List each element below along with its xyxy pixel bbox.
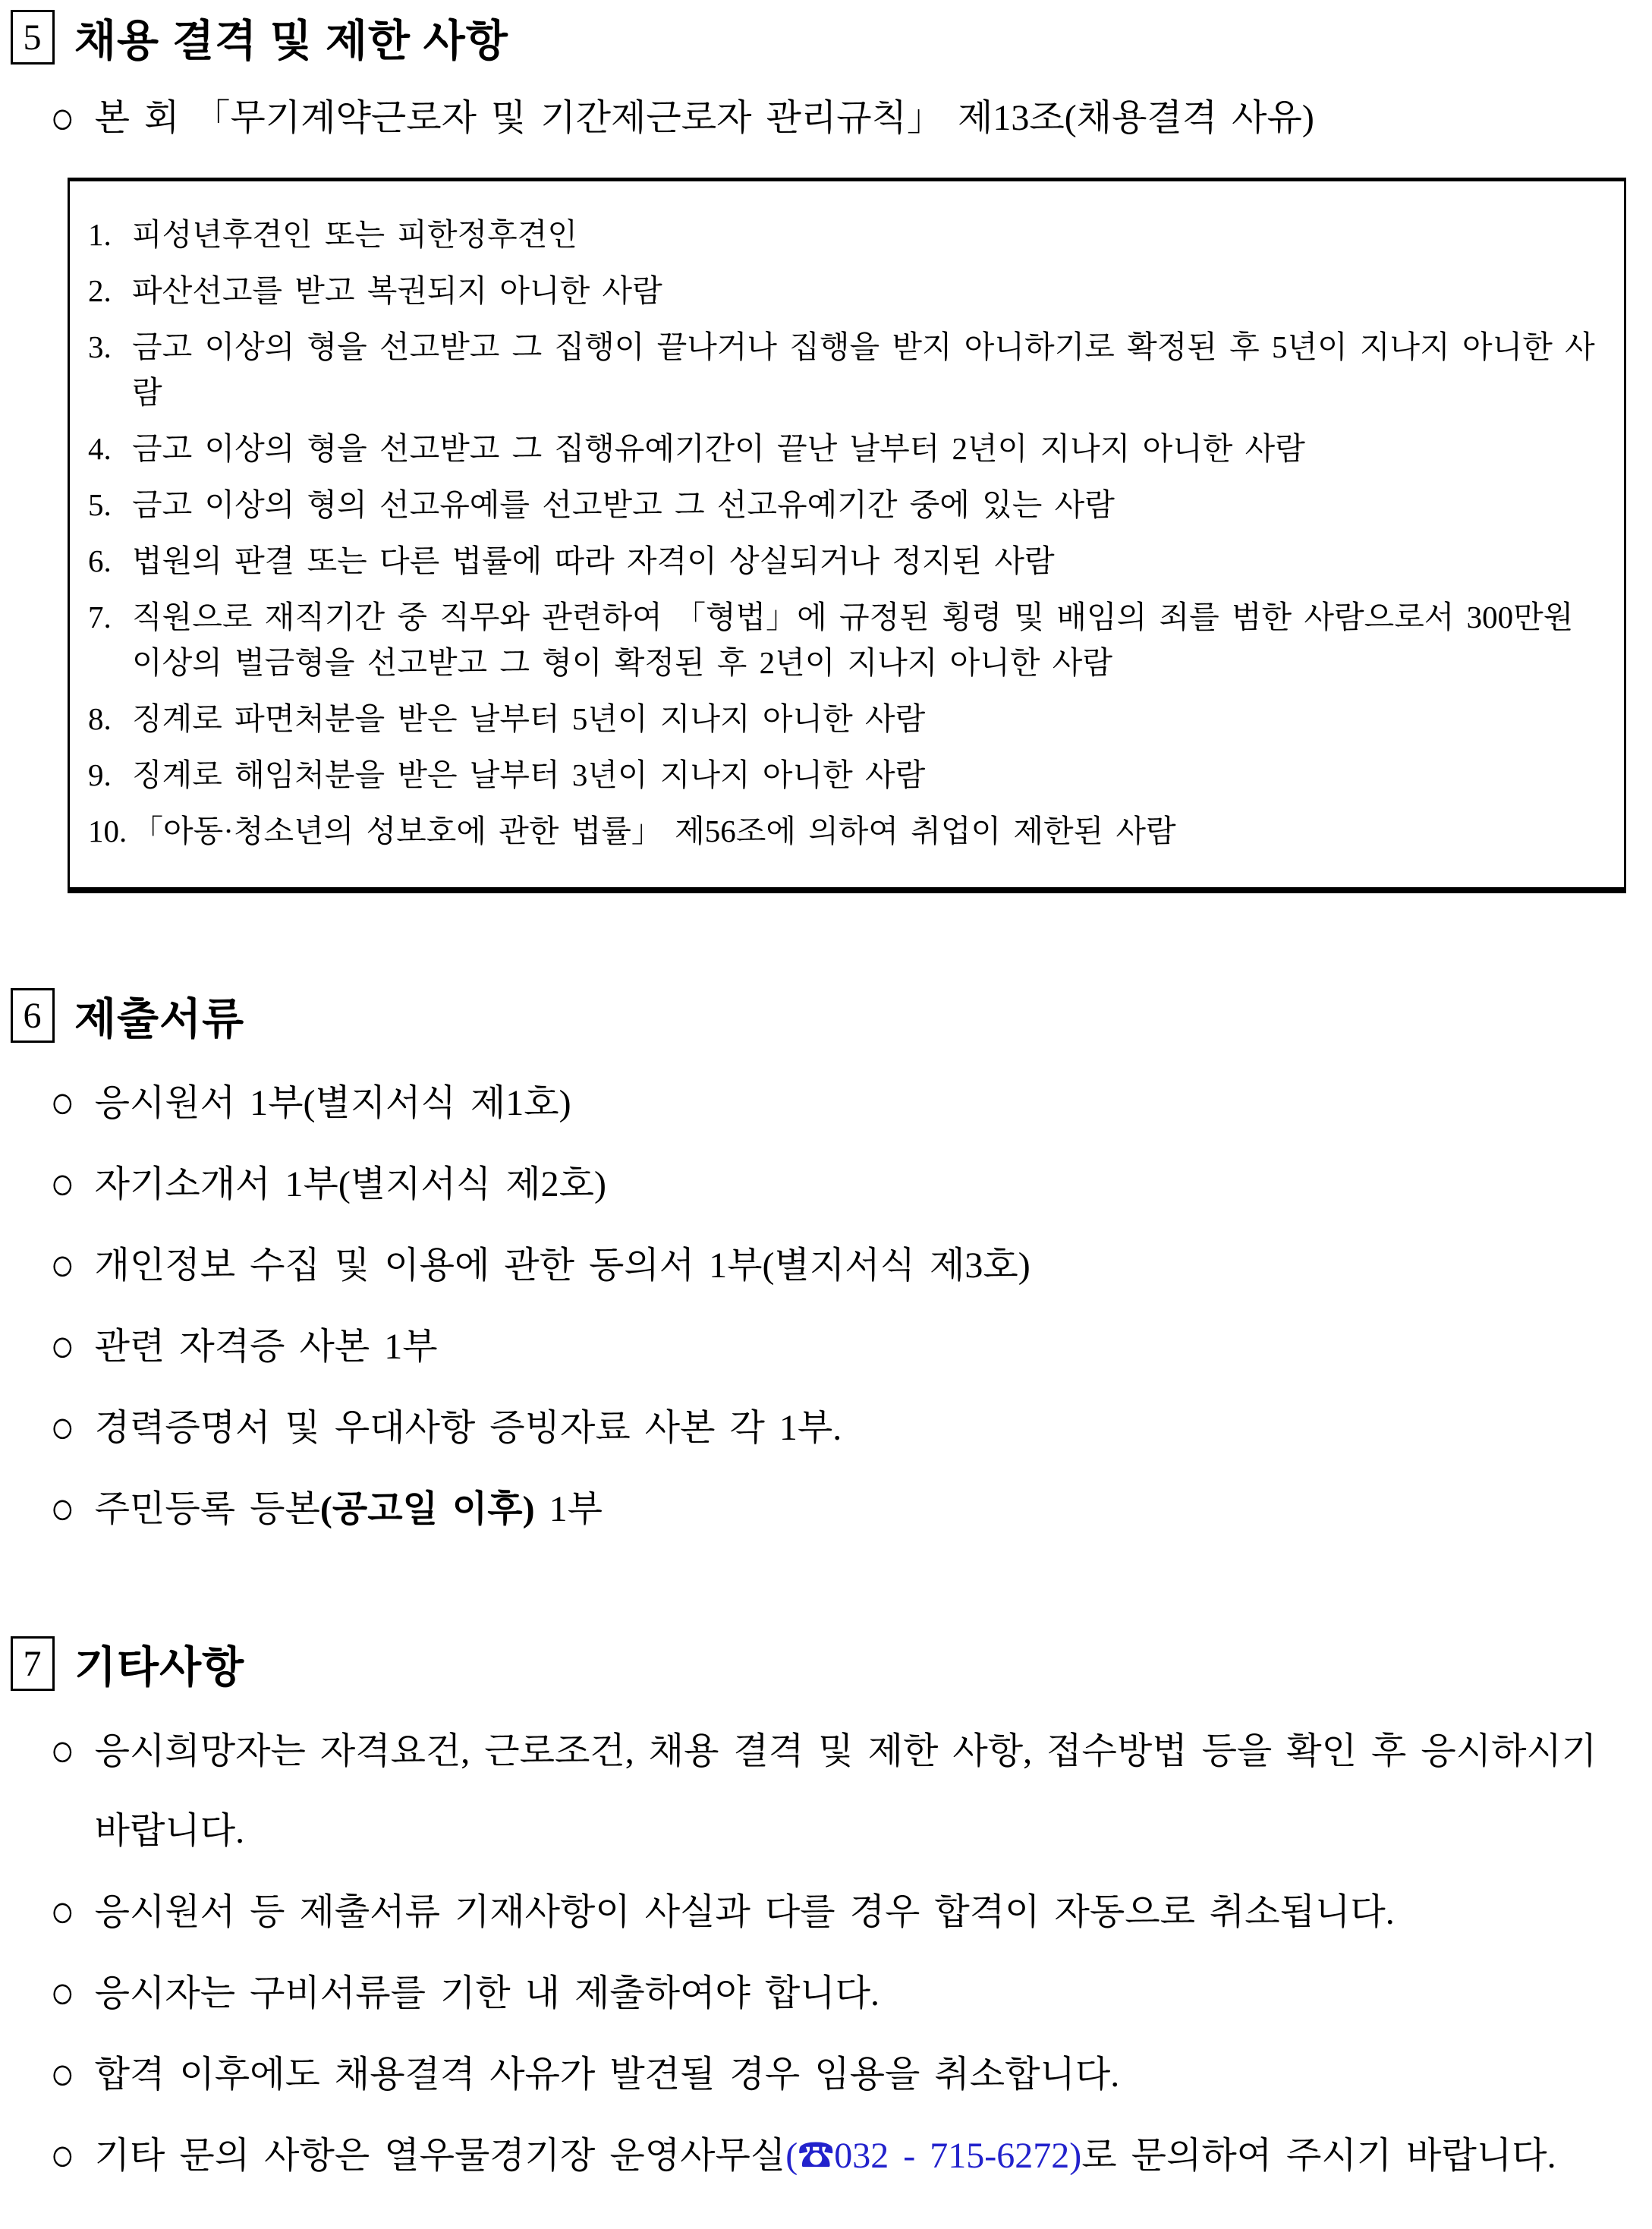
section-7-title: 기타사항 <box>74 1643 245 1692</box>
section-6-heading <box>11 984 1641 1047</box>
rule-number: 8. <box>88 701 112 736</box>
rule-text: 금고 이상의 형의 선고유예를 선고받고 그 선고유예기간 중에 있는 사람 <box>132 487 1115 522</box>
rule-item <box>88 752 1610 798</box>
list-item-text: 합격 이후에도 채용결격 사유가 발견될 경우 임용을 취소합니다. <box>94 2054 1120 2095</box>
rule-item <box>88 808 1610 854</box>
rule-text: 법원의 판결 또는 다른 법률에 따라 자격이 상실되거나 정지된 사람 <box>132 543 1055 578</box>
section-6-title: 제출서류 <box>74 995 245 1044</box>
circle-bullet-icon: ○ <box>50 1239 75 1291</box>
rule-text: 피성년후견인 또는 피한정후견인 <box>132 217 577 252</box>
rule-number: 10. <box>88 814 127 848</box>
list-item-text: 응시자는 구비서류를 기한 내 제출하여야 합니다. <box>94 1973 879 2013</box>
rule-number: 7. <box>88 600 112 634</box>
circle-bullet-icon: ○ <box>50 1886 75 1938</box>
list-item-text <box>95 1469 1641 1549</box>
section-5-number-box: 5 <box>11 10 55 65</box>
list-item-text-post: 1부 <box>534 1489 603 1529</box>
rule-number: 5. <box>88 487 112 522</box>
list-item <box>50 2116 1641 2196</box>
circle-bullet-icon: ○ <box>50 1077 75 1129</box>
rule-item <box>88 324 1610 415</box>
rule-text: 징계로 해임처분을 받은 날부터 3년이 지나지 아니한 사람 <box>132 757 926 792</box>
circle-bullet-icon: ○ <box>50 1321 75 1372</box>
rule-number: 4. <box>88 431 112 466</box>
circle-bullet-icon: ○ <box>50 1402 75 1453</box>
list-item <box>50 1226 1641 1305</box>
rule-number: 2. <box>88 273 112 308</box>
rule-number: 1. <box>88 217 112 252</box>
section-7-heading <box>11 1632 1641 1695</box>
list-item <box>50 1469 1641 1549</box>
list-item-text: 경력증명서 및 우대사항 증빙자료 사본 각 1부. <box>94 1408 842 1448</box>
list-item-text-pre: 주민등록 등본 <box>94 1489 320 1529</box>
misc-list <box>11 1711 1641 2196</box>
section-5-title: 채용 결격 및 제한 사항 <box>74 17 508 65</box>
list-item-text: 응시원서 1부(별지서식 제1호) <box>94 1083 571 1123</box>
list-item-text-bold: (공고일 이후) <box>319 1489 535 1529</box>
section-documents <box>11 984 1641 1549</box>
list-item-text: 관련 자격증 사본 1부 <box>94 1327 438 1367</box>
rule-number: 9. <box>88 757 112 792</box>
rule-item <box>88 482 1610 527</box>
rule-text: 금고 이상의 형을 선고받고 그 집행유예기간이 끝난 날부터 2년이 지나지 아니한 사람 <box>132 431 1305 466</box>
section-6-number-box: 6 <box>11 988 55 1043</box>
section-disqualification <box>11 6 1641 893</box>
circle-bullet-icon: ○ <box>50 1725 75 1777</box>
rule-item <box>88 538 1610 584</box>
section-5-heading <box>11 6 1641 68</box>
list-item <box>50 1063 1641 1143</box>
list-item-text <box>95 2116 1641 2196</box>
rule-text: 직원으로 재직기간 중 직무와 관련하여 「형법」에 규정된 횡령 및 배임의 죄를 범한 사람으로서 300만원 이상의 벌금형을 선고받고 그 형이 확정된 후 2년이 지나지 아니한 사람 <box>132 600 1574 680</box>
circle-bullet-icon: ○ <box>50 1967 75 2019</box>
list-item-text-pre: 기타 문의 사항은 열우물경기장 운영사무실 <box>94 2136 786 2176</box>
list-item <box>50 1307 1641 1387</box>
disqualification-box <box>68 178 1626 893</box>
documents-list <box>11 1063 1641 1549</box>
list-item-text: 개인정보 수집 및 이용에 관한 동의서 1부(별지서식 제3호) <box>94 1245 1031 1286</box>
circle-bullet-icon: ○ <box>50 1483 75 1535</box>
rule-item <box>88 594 1610 685</box>
rule-item <box>88 212 1610 257</box>
list-item-text: 응시원서 등 제출서류 기재사항이 사실과 다를 경우 합격이 자동으로 취소됩니다. <box>94 1892 1395 1932</box>
list-item-text: 자기소개서 1부(별지서식 제2호) <box>94 1164 607 1204</box>
list-item-text-post: 로 문의하여 주시기 바랍니다. <box>1081 2136 1556 2176</box>
circle-bullet-icon: ○ <box>50 2130 75 2181</box>
rule-text: 금고 이상의 형을 선고받고 그 집행이 끝나거나 집행을 받지 아니하기로 확정된 후 5년이 지나지 아니한 사람 <box>132 329 1595 410</box>
rule-item <box>88 426 1610 471</box>
rule-number: 3. <box>88 329 112 364</box>
rule-item <box>88 696 1610 741</box>
list-item <box>50 1872 1641 1952</box>
rule-text: 파산선고를 받고 복권되지 아니한 사람 <box>132 273 662 308</box>
circle-bullet-icon: ○ <box>50 2048 75 2100</box>
list-item-text: 응시희망자는 자격요건, 근로조건, 채용 결격 및 제한 사항, 접수방법 등을 확인 후 응시하시기 바랍니다. <box>94 1731 1597 1851</box>
list-item <box>50 1144 1641 1224</box>
section-7-number-box: 7 <box>11 1636 55 1691</box>
list-item <box>50 1388 1641 1468</box>
circle-bullet-icon: ○ <box>50 1158 75 1210</box>
rule-text: 「아동·청소년의 성보호에 관한 법률」 제56조에 의하여 취업이 제한된 사람 <box>132 814 1176 848</box>
section-5-intro-text: 본 회 「무기계약근로자 및 기간제근로자 관리규칙」 제13조(채용결격 사유) <box>94 98 1314 138</box>
section-5-intro <box>50 82 1641 155</box>
list-item <box>50 1954 1641 2033</box>
section-misc <box>11 1632 1641 2196</box>
rule-number: 6. <box>88 543 112 578</box>
list-item <box>50 2035 1641 2114</box>
circle-bullet-icon: ○ <box>50 93 75 144</box>
rule-text: 징계로 파면처분을 받은 날부터 5년이 지나지 아니한 사람 <box>132 701 926 736</box>
phone-number: (☎032 - 715-6272) <box>785 2136 1082 2176</box>
list-item <box>50 1711 1641 1871</box>
rule-item <box>88 268 1610 313</box>
